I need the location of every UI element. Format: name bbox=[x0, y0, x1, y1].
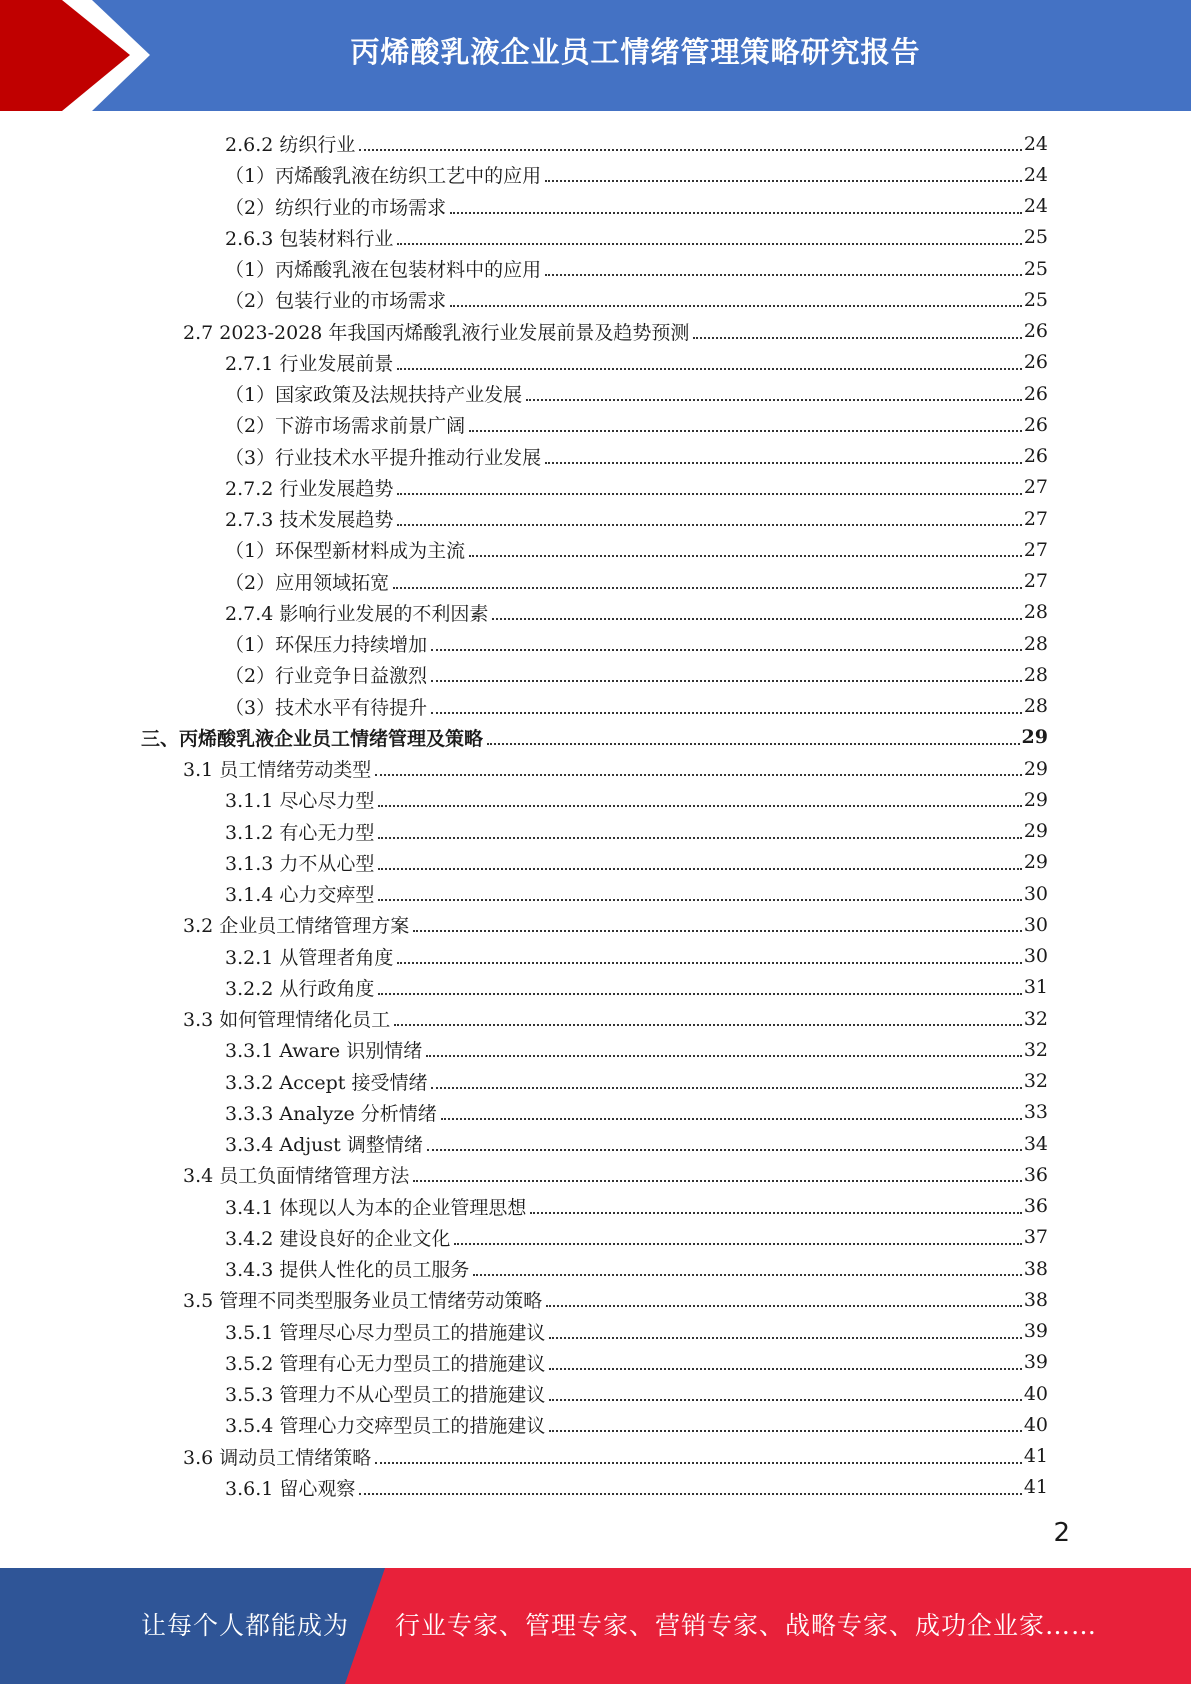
toc-dot-leader bbox=[375, 1461, 1022, 1464]
toc-entry-line bbox=[0, 318, 1048, 345]
toc-entry-page: 29 bbox=[1023, 820, 1048, 843]
toc-dot-leader bbox=[545, 179, 1022, 182]
toc-entry-page: 30 bbox=[1023, 945, 1048, 968]
toc-entry[interactable] bbox=[0, 191, 1191, 222]
toc-entry-line bbox=[0, 943, 1048, 970]
toc-entry-label: （2）纺织行业的市场需求 bbox=[225, 196, 447, 219]
toc-entry-page: 24 bbox=[1023, 195, 1048, 218]
toc-entry-page: 25 bbox=[1023, 257, 1048, 280]
toc-entry-label: 3.2.2 从行政角度 bbox=[225, 977, 375, 1000]
toc-entry[interactable] bbox=[0, 316, 1191, 347]
toc-entry[interactable] bbox=[0, 1034, 1191, 1065]
toc-entry-page: 27 bbox=[1023, 538, 1048, 561]
toc-entry[interactable] bbox=[0, 128, 1191, 159]
toc-entry-page: 26 bbox=[1023, 351, 1048, 374]
toc-entry[interactable] bbox=[0, 972, 1191, 1003]
toc-entry[interactable] bbox=[0, 503, 1191, 534]
toc-entry-line bbox=[0, 411, 1048, 438]
toc-dot-leader bbox=[375, 773, 1022, 776]
toc-entry-line bbox=[0, 1099, 1048, 1126]
toc-dot-leader bbox=[359, 1492, 1021, 1495]
toc-entry-line bbox=[0, 599, 1048, 626]
toc-dot-leader bbox=[431, 679, 1022, 682]
toc-dot-leader bbox=[450, 304, 1022, 307]
toc-entry-line bbox=[0, 1255, 1048, 1282]
toc-entry-line bbox=[0, 130, 1048, 157]
toc-entry[interactable] bbox=[0, 1097, 1191, 1128]
toc-entry-label: 3.6.1 留心观察 bbox=[225, 1477, 356, 1500]
toc-entry-label: 3.1.1 尽心尽力型 bbox=[225, 790, 375, 813]
toc-entry[interactable] bbox=[0, 784, 1191, 815]
toc-entry-page: 40 bbox=[1023, 1382, 1048, 1405]
toc-entry-page: 39 bbox=[1023, 1351, 1048, 1374]
toc-entry-line bbox=[0, 536, 1048, 563]
toc-entry-page: 33 bbox=[1023, 1101, 1048, 1124]
toc-entry-line bbox=[0, 1443, 1048, 1470]
toc-entry[interactable] bbox=[0, 816, 1191, 847]
toc-dot-leader bbox=[454, 1242, 1021, 1245]
toc-entry-label: 2.6.2 纺织行业 bbox=[225, 134, 356, 157]
toc-entry-label: （1）环保型新材料成为主流 bbox=[225, 540, 466, 563]
toc-entry[interactable] bbox=[0, 1378, 1191, 1409]
toc-dot-leader bbox=[413, 929, 1022, 932]
toc-entry-label: 3.2 企业员工情绪管理方案 bbox=[183, 915, 410, 938]
toc-entry-label: 3.3.3 Analyze 分析情绪 bbox=[225, 1102, 437, 1125]
toc-entry[interactable] bbox=[0, 597, 1191, 628]
toc-entry-line bbox=[0, 380, 1048, 407]
toc-entry[interactable] bbox=[0, 909, 1191, 940]
toc-entry-label: 三、丙烯酸乳液企业员工情绪管理及策略 bbox=[141, 727, 484, 750]
toc-dot-leader bbox=[426, 1054, 1022, 1057]
toc-entry-label: 3.6 调动员工情绪策略 bbox=[183, 1446, 372, 1469]
toc-dot-leader bbox=[427, 1148, 1022, 1151]
toc-entry[interactable] bbox=[0, 628, 1191, 659]
toc-dot-leader bbox=[545, 273, 1022, 276]
toc-dot-leader bbox=[378, 867, 1021, 870]
toc-entry[interactable] bbox=[0, 284, 1191, 315]
toc-entry[interactable] bbox=[0, 534, 1191, 565]
toc-dot-leader bbox=[397, 961, 1021, 964]
toc-dot-leader bbox=[546, 1304, 1022, 1307]
toc-entry-line bbox=[0, 255, 1048, 282]
toc-entry-line bbox=[0, 1380, 1048, 1407]
toc-entry[interactable] bbox=[0, 1159, 1191, 1190]
toc-dot-leader bbox=[431, 711, 1022, 714]
toc-entry-page: 26 bbox=[1023, 320, 1048, 343]
toc-dot-leader bbox=[450, 211, 1022, 214]
toc-entry-line bbox=[0, 724, 1048, 751]
toc-entry-line bbox=[0, 818, 1048, 845]
toc-dot-leader bbox=[492, 617, 1021, 620]
toc-dot-leader bbox=[549, 1367, 1021, 1370]
toc-dot-leader bbox=[397, 492, 1021, 495]
toc-entry[interactable] bbox=[0, 1441, 1191, 1472]
toc-entry-line bbox=[0, 1411, 1048, 1438]
toc-entry[interactable] bbox=[0, 222, 1191, 253]
toc-entry[interactable] bbox=[0, 347, 1191, 378]
toc-entry-page: 29 bbox=[1023, 788, 1048, 811]
toc-dot-leader bbox=[431, 648, 1022, 651]
toc-dot-leader bbox=[378, 898, 1021, 901]
toc-entry-page: 25 bbox=[1023, 288, 1048, 311]
toc-entry-page: 29 bbox=[1023, 757, 1048, 780]
toc-entry-line bbox=[0, 661, 1048, 688]
toc-entry-label: （2）应用领域拓宽 bbox=[225, 571, 390, 594]
toc-dot-leader bbox=[413, 1179, 1022, 1182]
toc-entry-label: 3.4 员工负面情绪管理方法 bbox=[183, 1165, 410, 1188]
toc-entry-line bbox=[0, 786, 1048, 813]
toc-entry-label: 3.2.1 从管理者角度 bbox=[225, 946, 394, 969]
toc-entry-line bbox=[0, 568, 1048, 595]
toc-entry[interactable] bbox=[0, 1472, 1191, 1503]
toc-entry-label: 3.3.1 Aware 识别情绪 bbox=[225, 1040, 423, 1063]
toc-dot-leader bbox=[431, 1086, 1021, 1089]
toc-dot-leader bbox=[394, 1023, 1022, 1026]
toc-dot-leader bbox=[530, 1211, 1021, 1214]
toc-entry[interactable] bbox=[0, 378, 1191, 409]
toc-entry-line bbox=[0, 1224, 1048, 1251]
toc-entry-page: 26 bbox=[1023, 445, 1048, 468]
toc-dot-leader bbox=[549, 1429, 1021, 1432]
toc-dot-leader bbox=[359, 148, 1021, 151]
toc-entry-label: 2.7.3 技术发展趋势 bbox=[225, 509, 394, 532]
toc-entry-label: （1）丙烯酸乳液在纺织工艺中的应用 bbox=[225, 165, 542, 188]
footer-slogan-right: 行业专家、管理专家、营销专家、战略专家、成功企业家…… bbox=[395, 1611, 1098, 1640]
toc-entry[interactable] bbox=[0, 1191, 1191, 1222]
toc-entry-page: 30 bbox=[1023, 913, 1048, 936]
toc-entry-label: 3.4.3 提供人性化的员工服务 bbox=[225, 1259, 470, 1282]
toc-entry-page: 28 bbox=[1023, 632, 1048, 655]
toc-entry-page: 36 bbox=[1023, 1163, 1048, 1186]
toc-entry[interactable] bbox=[0, 1347, 1191, 1378]
footer-slogan-left: 让每个人都能成为 bbox=[140, 1611, 349, 1640]
toc-entry-line bbox=[0, 193, 1048, 220]
toc-entry-label: 3.1.4 心力交瘁型 bbox=[225, 884, 375, 907]
toc-dot-leader bbox=[397, 367, 1021, 370]
toc-entry-line bbox=[0, 1349, 1048, 1376]
toc-entry[interactable] bbox=[0, 159, 1191, 190]
toc-entry-line bbox=[0, 630, 1048, 657]
toc-entry-page: 27 bbox=[1023, 570, 1048, 593]
toc-entry-label: 3.5.4 管理心力交瘁型员工的措施建议 bbox=[225, 1415, 546, 1438]
toc-entry-page: 24 bbox=[1023, 163, 1048, 186]
toc-entry-page: 38 bbox=[1023, 1257, 1048, 1280]
toc-entry-page: 41 bbox=[1023, 1445, 1048, 1468]
toc-entry[interactable] bbox=[0, 472, 1191, 503]
toc-entry-label: 3.4.1 体现以人为本的企业管理思想 bbox=[225, 1196, 527, 1219]
toc-dot-leader bbox=[378, 804, 1021, 807]
toc-entry-label: 3.3.4 Adjust 调整情绪 bbox=[225, 1134, 423, 1157]
toc-entry[interactable] bbox=[0, 441, 1191, 472]
toc-entry-page: 28 bbox=[1023, 695, 1048, 718]
toc-entry-page: 38 bbox=[1023, 1288, 1048, 1311]
toc-entry-page: 29 bbox=[1023, 851, 1048, 874]
toc-entry-label: 3.5.2 管理有心无力型员工的措施建议 bbox=[225, 1352, 546, 1375]
toc-entry-label: （2）包装行业的市场需求 bbox=[225, 290, 447, 313]
toc-entry-page: 26 bbox=[1023, 413, 1048, 436]
toc-entry-label: （1）丙烯酸乳液在包装材料中的应用 bbox=[225, 259, 542, 282]
toc-dot-leader bbox=[549, 1398, 1021, 1401]
toc-entry-page: 32 bbox=[1023, 1070, 1048, 1093]
toc-entry-label: 2.7 2023-2028 年我国丙烯酸乳液行业发展前景及趋势预测 bbox=[183, 321, 690, 344]
toc-entry-line bbox=[0, 1286, 1048, 1313]
toc-entry-label: 3.5.1 管理尽心尽力型员工的措施建议 bbox=[225, 1321, 546, 1344]
toc-entry[interactable] bbox=[0, 659, 1191, 690]
toc-dot-leader bbox=[469, 429, 1022, 432]
toc-dot-leader bbox=[441, 1117, 1022, 1120]
toc-entry[interactable] bbox=[0, 1066, 1191, 1097]
toc-entry-page: 30 bbox=[1023, 882, 1048, 905]
toc-entry-page: 26 bbox=[1023, 382, 1048, 405]
toc-dot-leader bbox=[397, 242, 1021, 245]
toc-dot-leader bbox=[549, 1336, 1021, 1339]
toc-entry-page: 24 bbox=[1023, 132, 1048, 155]
toc-entry-label: 2.6.3 包装材料行业 bbox=[225, 227, 394, 250]
toc-entry[interactable] bbox=[0, 1409, 1191, 1440]
toc-entry-line bbox=[0, 755, 1048, 782]
toc-entry[interactable] bbox=[0, 566, 1191, 597]
toc-dot-leader bbox=[378, 992, 1021, 995]
toc-dot-leader bbox=[397, 523, 1021, 526]
table-of-contents bbox=[0, 128, 1191, 1503]
toc-entry-line bbox=[0, 1130, 1048, 1157]
toc-entry-label: 3.3.2 Accept 接受情绪 bbox=[225, 1071, 428, 1094]
toc-entry-label: 2.7.1 行业发展前景 bbox=[225, 352, 394, 375]
toc-entry-line bbox=[0, 1161, 1048, 1188]
toc-entry[interactable] bbox=[0, 941, 1191, 972]
toc-entry[interactable] bbox=[0, 691, 1191, 722]
toc-entry-label: （1）环保压力持续增加 bbox=[225, 634, 428, 657]
toc-entry-page: 40 bbox=[1023, 1413, 1048, 1436]
footer-banner bbox=[0, 1568, 1191, 1684]
toc-entry-label: （2）下游市场需求前景广阔 bbox=[225, 415, 466, 438]
toc-entry-label: （3）技术水平有待提升 bbox=[225, 696, 428, 719]
toc-entry-label: 3.1.3 力不从心型 bbox=[225, 852, 375, 875]
toc-entry[interactable] bbox=[0, 1128, 1191, 1159]
toc-dot-leader bbox=[469, 554, 1022, 557]
toc-entry-page: 39 bbox=[1023, 1320, 1048, 1343]
toc-entry-page: 41 bbox=[1023, 1476, 1048, 1499]
toc-dot-leader bbox=[378, 836, 1021, 839]
toc-entry[interactable] bbox=[0, 847, 1191, 878]
toc-entry-page: 27 bbox=[1023, 507, 1048, 530]
toc-entry-label: 3.1.2 有心无力型 bbox=[225, 821, 375, 844]
toc-entry-label: 3.3 如何管理情绪化员工 bbox=[183, 1009, 391, 1032]
toc-entry-line bbox=[0, 911, 1048, 938]
toc-entry-page: 34 bbox=[1023, 1132, 1048, 1155]
page-number: 2 bbox=[1053, 1518, 1070, 1548]
toc-entry-line bbox=[0, 849, 1048, 876]
document-title: 丙烯酸乳液企业员工情绪管理策略研究报告 bbox=[350, 35, 921, 69]
toc-dot-leader bbox=[693, 336, 1021, 339]
toc-entry[interactable] bbox=[0, 1253, 1191, 1284]
toc-entry-label: 3.5.3 管理力不从心型员工的措施建议 bbox=[225, 1384, 546, 1407]
toc-entry-line bbox=[0, 974, 1048, 1001]
toc-entry-line bbox=[0, 880, 1048, 907]
toc-entry[interactable] bbox=[0, 1222, 1191, 1253]
toc-dot-leader bbox=[526, 398, 1022, 401]
toc-entry[interactable] bbox=[0, 1003, 1191, 1034]
toc-entry-page: 28 bbox=[1023, 601, 1048, 624]
toc-entry-page: 27 bbox=[1023, 476, 1048, 499]
toc-entry[interactable] bbox=[0, 753, 1191, 784]
toc-entry-label: 3.4.2 建设良好的企业文化 bbox=[225, 1227, 451, 1250]
toc-entry-page: 32 bbox=[1023, 1007, 1048, 1030]
toc-entry-page: 37 bbox=[1023, 1226, 1048, 1249]
toc-entry-line bbox=[0, 1005, 1048, 1032]
toc-entry-page: 32 bbox=[1023, 1038, 1048, 1061]
toc-dot-leader bbox=[487, 742, 1020, 745]
toc-dot-leader bbox=[393, 586, 1022, 589]
toc-entry-label: （1）国家政策及法规扶持产业发展 bbox=[225, 384, 523, 407]
toc-entry[interactable] bbox=[0, 253, 1191, 284]
toc-entry[interactable] bbox=[0, 878, 1191, 909]
toc-entry-label: 2.7.2 行业发展趋势 bbox=[225, 477, 394, 500]
toc-entry-line bbox=[0, 693, 1048, 720]
toc-entry-line bbox=[0, 1193, 1048, 1220]
toc-entry-label: 3.1 员工情绪劳动类型 bbox=[183, 759, 372, 782]
toc-entry[interactable] bbox=[0, 409, 1191, 440]
toc-entry-line bbox=[0, 286, 1048, 313]
toc-entry-page: 25 bbox=[1023, 226, 1048, 249]
toc-entry-line bbox=[0, 1068, 1048, 1095]
toc-entry-line bbox=[0, 443, 1048, 470]
toc-entry-label: （2）行业竞争日益激烈 bbox=[225, 665, 428, 688]
toc-entry-line bbox=[0, 474, 1048, 501]
toc-dot-leader bbox=[545, 461, 1022, 464]
toc-entry-label: （3）行业技术水平提升推动行业发展 bbox=[225, 446, 542, 469]
toc-entry-label: 2.7.4 影响行业发展的不利因素 bbox=[225, 602, 489, 625]
toc-entry-line bbox=[0, 1474, 1048, 1501]
toc-entry-page: 36 bbox=[1023, 1195, 1048, 1218]
toc-entry-line bbox=[0, 505, 1048, 532]
toc-entry-line bbox=[0, 224, 1048, 251]
toc-entry-line bbox=[0, 1036, 1048, 1063]
toc-entry-line bbox=[0, 1318, 1048, 1345]
toc-entry[interactable] bbox=[0, 722, 1191, 753]
toc-entry-page: 29 bbox=[1021, 726, 1048, 749]
toc-entry-page: 31 bbox=[1023, 976, 1048, 999]
toc-entry-line bbox=[0, 161, 1048, 188]
toc-entry-line bbox=[0, 349, 1048, 376]
toc-dot-leader bbox=[473, 1273, 1021, 1276]
toc-entry[interactable] bbox=[0, 1316, 1191, 1347]
toc-entry[interactable] bbox=[0, 1284, 1191, 1315]
header-banner bbox=[0, 0, 1191, 111]
toc-entry-page: 28 bbox=[1023, 663, 1048, 686]
toc-entry-label: 3.5 管理不同类型服务业员工情绪劳动策略 bbox=[183, 1290, 543, 1313]
